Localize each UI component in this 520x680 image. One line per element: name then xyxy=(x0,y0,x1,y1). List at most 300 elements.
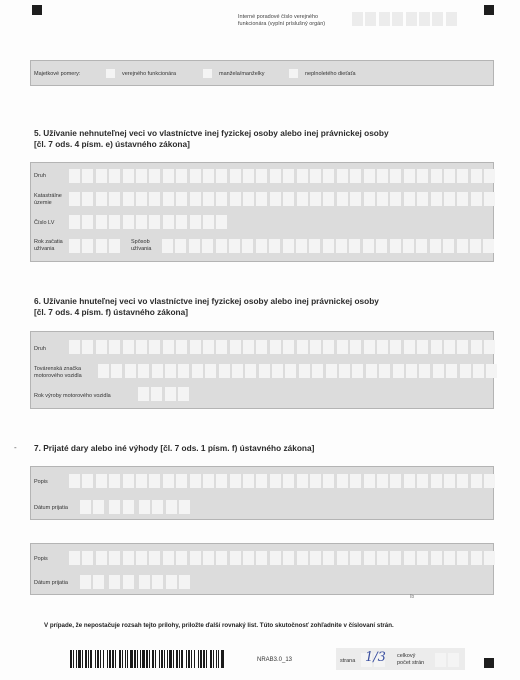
char-box[interactable] xyxy=(390,474,401,488)
char-box[interactable] xyxy=(339,364,350,378)
char-box[interactable] xyxy=(152,364,163,378)
barcode-bar xyxy=(125,650,126,668)
char-box[interactable] xyxy=(457,192,468,206)
section7-gift2-popis-field[interactable] xyxy=(69,551,498,565)
char-box[interactable] xyxy=(444,340,455,354)
internal-number-field[interactable] xyxy=(352,12,459,26)
char-box[interactable] xyxy=(417,340,428,354)
char-box[interactable] xyxy=(486,364,497,378)
char-box[interactable] xyxy=(296,239,307,253)
barcode-bar xyxy=(221,650,224,668)
char-box[interactable] xyxy=(270,340,281,354)
section5-panel xyxy=(30,162,494,262)
char-box[interactable] xyxy=(283,192,294,206)
celkovy-label xyxy=(397,653,424,666)
char-box[interactable] xyxy=(433,364,444,378)
char-box[interactable] xyxy=(417,474,428,488)
char-box[interactable] xyxy=(96,474,107,488)
char-box[interactable] xyxy=(190,551,201,565)
char-box[interactable] xyxy=(162,239,173,253)
date-box[interactable] xyxy=(179,575,190,589)
char-box[interactable] xyxy=(69,551,80,565)
char-box[interactable] xyxy=(404,192,415,206)
celkovy-field[interactable] xyxy=(435,653,462,667)
char-box[interactable] xyxy=(404,340,415,354)
char-box[interactable] xyxy=(69,169,80,183)
char-box[interactable] xyxy=(430,239,441,253)
char-box[interactable] xyxy=(203,215,214,229)
char-box[interactable] xyxy=(216,215,227,229)
char-box[interactable] xyxy=(310,192,321,206)
char-box[interactable] xyxy=(163,215,174,229)
char-box[interactable] xyxy=(123,169,134,183)
char-box[interactable] xyxy=(364,551,375,565)
char-box[interactable] xyxy=(109,551,120,565)
char-box[interactable] xyxy=(216,551,227,565)
char-box[interactable] xyxy=(96,169,107,183)
char-box[interactable] xyxy=(364,169,375,183)
char-box[interactable] xyxy=(364,192,375,206)
char-box[interactable] xyxy=(123,551,134,565)
section5-druh-field[interactable] xyxy=(69,169,498,183)
option-minor-child: neplnoletého dieťaťa xyxy=(305,71,356,77)
char-box[interactable] xyxy=(350,340,361,354)
barcode-bar xyxy=(169,650,172,668)
char-box[interactable] xyxy=(310,169,321,183)
barcode-bar xyxy=(90,650,92,668)
char-box[interactable] xyxy=(123,192,134,206)
char-box[interactable] xyxy=(406,364,417,378)
char-box[interactable] xyxy=(377,340,388,354)
checkbox-minor-child[interactable] xyxy=(289,69,298,78)
char-box[interactable] xyxy=(202,239,213,253)
section6-druh-field[interactable] xyxy=(69,340,498,354)
char-box[interactable] xyxy=(471,169,482,183)
char-box[interactable] xyxy=(176,551,187,565)
barcode-bar xyxy=(95,650,96,668)
char-box[interactable] xyxy=(98,364,109,378)
char-box[interactable] xyxy=(243,169,254,183)
char-box[interactable] xyxy=(483,239,494,253)
char-box[interactable] xyxy=(270,551,281,565)
char-box[interactable] xyxy=(323,239,334,253)
char-box[interactable] xyxy=(352,364,363,378)
char-box[interactable] xyxy=(151,387,162,401)
char-box[interactable] xyxy=(203,169,214,183)
char-box[interactable] xyxy=(96,239,107,253)
char-box[interactable] xyxy=(163,192,174,206)
char-box[interactable] xyxy=(109,169,120,183)
char-box[interactable] xyxy=(336,239,347,253)
char-box[interactable] xyxy=(96,215,107,229)
section6-rok-field[interactable] xyxy=(138,387,192,401)
section5-sposob-field[interactable] xyxy=(162,239,497,253)
char-box[interactable] xyxy=(149,215,160,229)
barcode-bar xyxy=(70,650,72,668)
char-box[interactable] xyxy=(403,239,414,253)
date-box[interactable] xyxy=(152,500,163,514)
barcode-bar xyxy=(137,650,138,668)
char-box[interactable] xyxy=(270,474,281,488)
date-box[interactable] xyxy=(166,575,177,589)
char-box[interactable] xyxy=(484,169,495,183)
date-box[interactable] xyxy=(179,500,190,514)
section7-gift1-popis-label: Popis xyxy=(34,479,48,485)
barcode-bar xyxy=(130,650,133,668)
char-box[interactable] xyxy=(390,239,401,253)
char-box[interactable] xyxy=(190,192,201,206)
char-box[interactable] xyxy=(136,169,147,183)
char-box[interactable] xyxy=(431,169,442,183)
char-box[interactable] xyxy=(404,551,415,565)
char-box[interactable] xyxy=(190,474,201,488)
char-box[interactable] xyxy=(270,192,281,206)
char-box[interactable] xyxy=(163,551,174,565)
char-box[interactable] xyxy=(457,239,468,253)
char-box[interactable] xyxy=(404,169,415,183)
footer-note: V prípade, že nepostačuje rozsah tejto prílohy, priložte ďalší rovnaký list. Túto skutočnosť zohľadnite v číslovaní strán. xyxy=(44,622,394,629)
char-box[interactable] xyxy=(243,340,254,354)
barcode-bar xyxy=(73,650,74,668)
char-box[interactable] xyxy=(283,474,294,488)
internal-number-label-line1: Interné poradové číslo verejného xyxy=(238,14,319,20)
char-box[interactable] xyxy=(443,239,454,253)
char-box[interactable] xyxy=(471,551,482,565)
char-box[interactable] xyxy=(203,340,214,354)
char-box[interactable] xyxy=(377,551,388,565)
char-box[interactable] xyxy=(431,340,442,354)
strana-handwritten: 1/3 xyxy=(365,650,386,665)
char-box[interactable] xyxy=(444,169,455,183)
char-box[interactable] xyxy=(203,551,214,565)
date-box[interactable] xyxy=(123,575,134,589)
char-box[interactable] xyxy=(272,364,283,378)
char-box[interactable] xyxy=(446,364,457,378)
char-box[interactable] xyxy=(136,215,147,229)
char-box[interactable] xyxy=(242,239,253,253)
char-box[interactable] xyxy=(259,364,270,378)
char-box[interactable] xyxy=(337,474,348,488)
date-box[interactable] xyxy=(109,500,120,514)
char-box[interactable] xyxy=(245,364,256,378)
char-box[interactable] xyxy=(484,551,495,565)
small-scribble: Ib xyxy=(410,594,415,600)
char-box[interactable] xyxy=(269,239,280,253)
char-box[interactable] xyxy=(165,387,176,401)
date-box[interactable] xyxy=(166,500,177,514)
char-box[interactable] xyxy=(69,239,80,253)
char-box[interactable] xyxy=(96,340,107,354)
char-box[interactable] xyxy=(178,364,189,378)
char-box[interactable] xyxy=(390,551,401,565)
char-box[interactable] xyxy=(323,169,334,183)
char-box[interactable] xyxy=(230,551,241,565)
char-box[interactable] xyxy=(390,192,401,206)
date-box[interactable] xyxy=(139,500,150,514)
char-box[interactable] xyxy=(299,364,310,378)
char-box[interactable] xyxy=(457,340,468,354)
char-box[interactable] xyxy=(69,340,80,354)
char-box[interactable] xyxy=(165,364,176,378)
char-box[interactable] xyxy=(109,239,120,253)
char-box[interactable] xyxy=(323,474,334,488)
char-box[interactable] xyxy=(310,340,321,354)
char-box[interactable] xyxy=(136,192,147,206)
char-box[interactable] xyxy=(149,551,160,565)
char-box[interactable] xyxy=(376,239,387,253)
char-box[interactable] xyxy=(417,551,428,565)
char-box[interactable] xyxy=(163,474,174,488)
char-box[interactable] xyxy=(297,474,308,488)
char-box[interactable] xyxy=(297,340,308,354)
char-box[interactable] xyxy=(417,169,428,183)
char-box[interactable] xyxy=(109,340,120,354)
char-box[interactable] xyxy=(192,364,203,378)
char-box[interactable] xyxy=(285,364,296,378)
char-box[interactable] xyxy=(138,364,149,378)
section5-katastralne-field[interactable] xyxy=(69,192,498,206)
char-box[interactable] xyxy=(216,239,227,253)
checkbox-spouse[interactable] xyxy=(203,69,212,78)
date-box[interactable] xyxy=(93,500,104,514)
char-box[interactable] xyxy=(444,474,455,488)
char-box[interactable] xyxy=(229,239,240,253)
section6-znacka-field[interactable] xyxy=(98,364,500,378)
char-box[interactable] xyxy=(337,340,348,354)
barcode-bar xyxy=(103,650,104,668)
char-box[interactable] xyxy=(364,340,375,354)
char-box[interactable] xyxy=(243,474,254,488)
char-box[interactable] xyxy=(444,551,455,565)
char-box[interactable] xyxy=(123,474,134,488)
barcode-bar xyxy=(176,650,178,668)
char-box[interactable] xyxy=(283,551,294,565)
char-box[interactable] xyxy=(337,192,348,206)
char-box[interactable] xyxy=(82,551,93,565)
char-box[interactable] xyxy=(256,169,267,183)
char-box[interactable] xyxy=(471,474,482,488)
char-box[interactable] xyxy=(350,169,361,183)
char-box[interactable] xyxy=(256,551,267,565)
section7-gift1-popis-field[interactable] xyxy=(69,474,498,488)
section5-rok-field[interactable] xyxy=(69,239,123,253)
char-box[interactable] xyxy=(190,215,201,229)
section6-title xyxy=(34,296,379,318)
char-box[interactable] xyxy=(123,340,134,354)
char-box[interactable] xyxy=(203,192,214,206)
char-box[interactable] xyxy=(323,192,334,206)
char-box[interactable] xyxy=(297,192,308,206)
char-box[interactable] xyxy=(310,474,321,488)
section5-katastralne-label xyxy=(34,193,62,206)
char-box[interactable] xyxy=(163,340,174,354)
char-box[interactable] xyxy=(69,192,80,206)
char-box[interactable] xyxy=(471,340,482,354)
char-box[interactable] xyxy=(176,340,187,354)
barcode-bar xyxy=(140,650,141,668)
char-box[interactable] xyxy=(82,239,93,253)
char-box[interactable] xyxy=(283,239,294,253)
char-box[interactable] xyxy=(297,551,308,565)
char-box[interactable] xyxy=(189,239,200,253)
char-box[interactable] xyxy=(416,239,427,253)
char-box[interactable] xyxy=(297,169,308,183)
char-box[interactable] xyxy=(270,169,281,183)
char-box[interactable] xyxy=(109,474,120,488)
section7-gift1-panel xyxy=(30,466,494,520)
char-box[interactable] xyxy=(230,192,241,206)
char-box[interactable] xyxy=(176,215,187,229)
char-box[interactable] xyxy=(473,364,484,378)
char-box[interactable] xyxy=(484,192,495,206)
char-box[interactable] xyxy=(419,364,430,378)
char-box[interactable] xyxy=(390,340,401,354)
char-box[interactable] xyxy=(431,474,442,488)
char-box[interactable] xyxy=(393,364,404,378)
registration-mark-top-right xyxy=(484,5,494,15)
char-box[interactable] xyxy=(82,215,93,229)
char-box[interactable] xyxy=(471,192,482,206)
date-box[interactable] xyxy=(123,500,134,514)
char-box[interactable] xyxy=(484,340,495,354)
char-box[interactable] xyxy=(230,474,241,488)
char-box[interactable] xyxy=(379,364,390,378)
section5-cislo-lv-field[interactable] xyxy=(69,215,230,229)
char-box[interactable] xyxy=(484,474,495,488)
char-box[interactable] xyxy=(216,474,227,488)
char-box[interactable] xyxy=(216,169,227,183)
char-box[interactable] xyxy=(149,474,160,488)
char-box[interactable] xyxy=(82,474,93,488)
char-box[interactable] xyxy=(364,474,375,488)
char-box[interactable] xyxy=(149,169,160,183)
char-box[interactable] xyxy=(96,192,107,206)
char-box[interactable] xyxy=(219,364,230,378)
date-box[interactable] xyxy=(139,575,150,589)
char-box[interactable] xyxy=(310,551,321,565)
char-box[interactable] xyxy=(283,169,294,183)
char-box[interactable] xyxy=(82,340,93,354)
char-box[interactable] xyxy=(163,169,174,183)
checkbox-public-official[interactable] xyxy=(106,69,115,78)
char-box[interactable] xyxy=(190,340,201,354)
section7-gift1-datum-field[interactable] xyxy=(80,500,192,514)
date-box[interactable] xyxy=(80,500,91,514)
char-box[interactable] xyxy=(256,239,267,253)
char-box[interactable] xyxy=(138,387,149,401)
char-box[interactable] xyxy=(190,169,201,183)
strana-label: strana xyxy=(340,658,356,664)
char-box[interactable] xyxy=(470,239,481,253)
char-box[interactable] xyxy=(69,474,80,488)
char-box[interactable] xyxy=(349,239,360,253)
char-box[interactable] xyxy=(390,169,401,183)
section5-title xyxy=(34,128,389,150)
char-box[interactable] xyxy=(176,192,187,206)
char-box[interactable] xyxy=(312,364,323,378)
char-box[interactable] xyxy=(460,364,471,378)
barcode-bar xyxy=(146,650,148,668)
char-box[interactable] xyxy=(243,551,254,565)
char-box[interactable] xyxy=(326,364,337,378)
char-box[interactable] xyxy=(96,551,107,565)
char-box[interactable] xyxy=(256,192,267,206)
char-box[interactable] xyxy=(457,474,468,488)
date-box[interactable] xyxy=(152,575,163,589)
date-box[interactable] xyxy=(109,575,120,589)
char-box[interactable] xyxy=(431,551,442,565)
char-box[interactable] xyxy=(377,169,388,183)
section6-znacka-line2: motorového vozidla xyxy=(34,372,82,379)
char-box[interactable] xyxy=(350,551,361,565)
char-box[interactable] xyxy=(283,340,294,354)
barcode-bar xyxy=(206,650,207,668)
char-box[interactable] xyxy=(230,169,241,183)
char-box[interactable] xyxy=(309,239,320,253)
char-box[interactable] xyxy=(444,192,455,206)
char-box[interactable] xyxy=(457,551,468,565)
section7-gift2-datum-field[interactable] xyxy=(80,575,192,589)
barcode-bar xyxy=(149,650,150,668)
char-box[interactable] xyxy=(125,364,136,378)
char-box[interactable] xyxy=(149,340,160,354)
char-box[interactable] xyxy=(377,474,388,488)
char-box[interactable] xyxy=(230,340,241,354)
char-box[interactable] xyxy=(323,340,334,354)
char-box[interactable] xyxy=(417,192,428,206)
char-box[interactable] xyxy=(136,551,147,565)
section7-gift2-popis-label: Popis xyxy=(34,556,48,562)
char-box[interactable] xyxy=(337,551,348,565)
char-box[interactable] xyxy=(109,192,120,206)
section6-title-line2: [čl. 7 ods. 4 písm. f) ústavného zákona] xyxy=(34,307,188,317)
char-box[interactable] xyxy=(404,474,415,488)
char-box[interactable] xyxy=(256,474,267,488)
char-box[interactable] xyxy=(366,364,377,378)
char-box[interactable] xyxy=(203,474,214,488)
char-box[interactable] xyxy=(176,474,187,488)
char-box[interactable] xyxy=(136,474,147,488)
char-box[interactable] xyxy=(69,215,80,229)
char-box[interactable] xyxy=(363,239,374,253)
char-box[interactable] xyxy=(377,192,388,206)
char-box[interactable] xyxy=(123,215,134,229)
date-box[interactable] xyxy=(93,575,104,589)
char-box[interactable] xyxy=(256,340,267,354)
char-box[interactable] xyxy=(136,340,147,354)
date-box[interactable] xyxy=(80,575,91,589)
char-box[interactable] xyxy=(178,387,189,401)
char-box[interactable] xyxy=(216,340,227,354)
char-box[interactable] xyxy=(82,192,93,206)
char-box[interactable] xyxy=(337,169,348,183)
char-box[interactable] xyxy=(176,169,187,183)
char-box[interactable] xyxy=(232,364,243,378)
char-box[interactable] xyxy=(109,215,120,229)
char-box[interactable] xyxy=(205,364,216,378)
char-box[interactable] xyxy=(149,192,160,206)
char-box[interactable] xyxy=(175,239,186,253)
char-box[interactable] xyxy=(457,169,468,183)
char-box[interactable] xyxy=(216,192,227,206)
char-box[interactable] xyxy=(350,192,361,206)
char-box[interactable] xyxy=(323,551,334,565)
char-box[interactable] xyxy=(350,474,361,488)
char-box[interactable] xyxy=(82,169,93,183)
char-box[interactable] xyxy=(243,192,254,206)
char-box[interactable] xyxy=(431,192,442,206)
char-box[interactable] xyxy=(111,364,122,378)
